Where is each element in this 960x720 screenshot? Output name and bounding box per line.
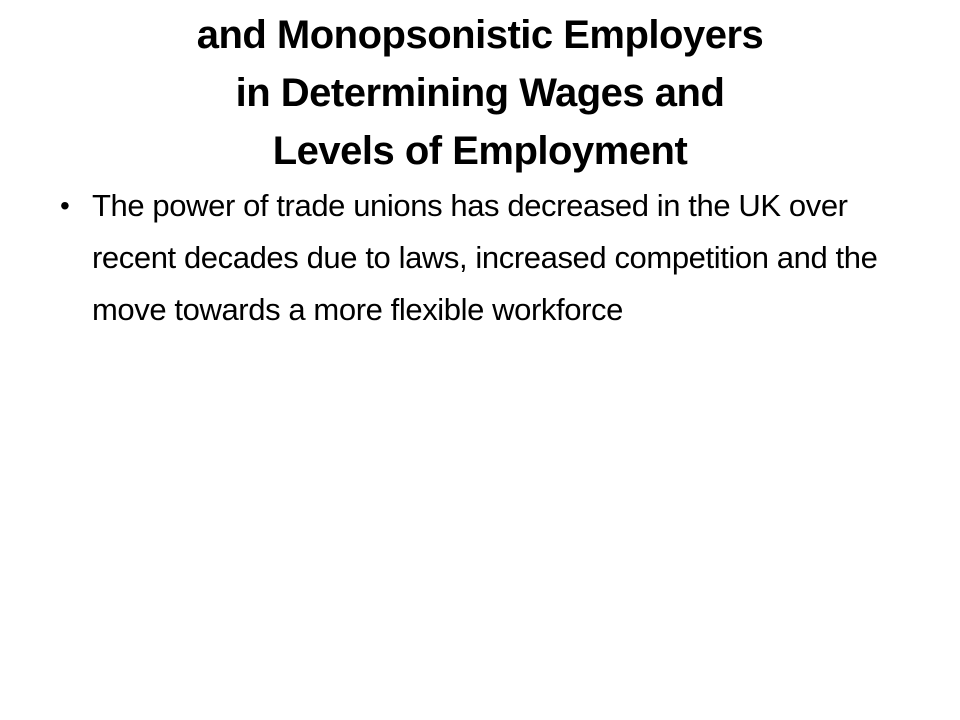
bullet-marker: • [60, 190, 70, 221]
bullet-text: The power of trade unions has decreased in the UK over recent decades due to laws, increased competition and the move towards a more flexible workforce [92, 188, 878, 327]
bullet-item [60, 180, 920, 336]
slide-title [80, 6, 880, 180]
title-line-2: in Determining Wages and [235, 71, 725, 115]
bullet-list [60, 180, 920, 336]
title-line-1: and Monopsonistic Employers [196, 13, 764, 57]
title-line-3: Levels of Employment [272, 129, 688, 173]
